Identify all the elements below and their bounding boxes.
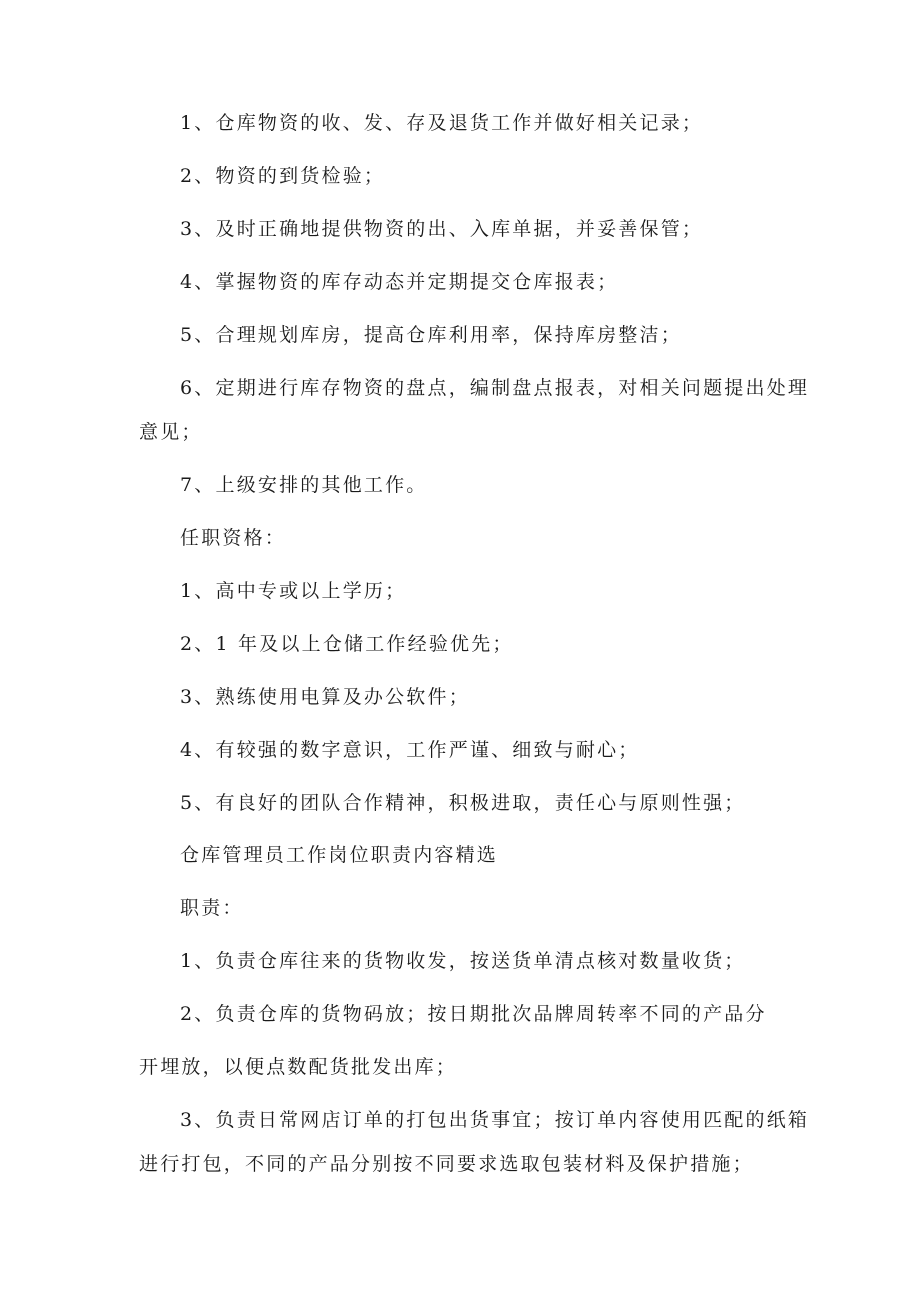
duty-item-3: 3、及时正确地提供物资的出、入库单据，并妥善保管； — [180, 218, 704, 240]
duty-item-6: 6、定期进行库存物资的盘点，编制盘点报表，对相关问题提出处理 — [180, 377, 810, 399]
section-heading-qualifications: 任职资格： — [180, 527, 287, 549]
duties-item-2: 2、负责仓库的货物码放；按日期批次品牌周转率不同的产品分 — [180, 1003, 767, 1025]
qualification-item-4: 4、有较强的数字意识，工作严谨、细致与耐心； — [180, 739, 640, 761]
duty-item-4: 4、掌握物资的库存动态并定期提交仓库报表； — [180, 271, 619, 293]
qualification-item-3: 3、熟练使用电算及办公软件； — [180, 686, 470, 708]
duty-item-1: 1、仓库物资的收、发、存及退货工作并做好相关记录； — [180, 112, 704, 134]
duty-item-2: 2、物资的到货检验； — [180, 165, 386, 187]
qualification-item-2: 2、1 年及以上仓储工作经验优先； — [180, 633, 514, 655]
duties-item-2-continued: 开埋放，以便点数配货批发出库； — [139, 1056, 458, 1078]
qualification-item-1: 1、高中专或以上学历； — [180, 580, 407, 602]
section-heading-duties: 职责： — [180, 897, 244, 919]
duties-item-1: 1、负责仓库往来的货物收发，按送货单清点核对数量收货； — [180, 950, 746, 972]
duty-item-5: 5、合理规划库房，提高仓库利用率，保持库房整洁； — [180, 324, 682, 346]
duties-item-3: 3、负责日常网店订单的打包出货事宜；按订单内容使用匹配的纸箱 — [180, 1109, 810, 1131]
section-title-warehouse-admin: 仓库管理员工作岗位职责内容精选 — [180, 844, 499, 866]
qualification-item-5: 5、有良好的团队合作精神，积极进取，责任心与原则性强； — [180, 792, 746, 814]
duty-item-7: 7、上级安排的其他工作。 — [180, 474, 428, 496]
duty-item-6-continued: 意见； — [139, 421, 203, 443]
duties-item-3-continued: 进行打包，不同的产品分别按不同要求选取包装材料及保护措施； — [139, 1153, 754, 1175]
